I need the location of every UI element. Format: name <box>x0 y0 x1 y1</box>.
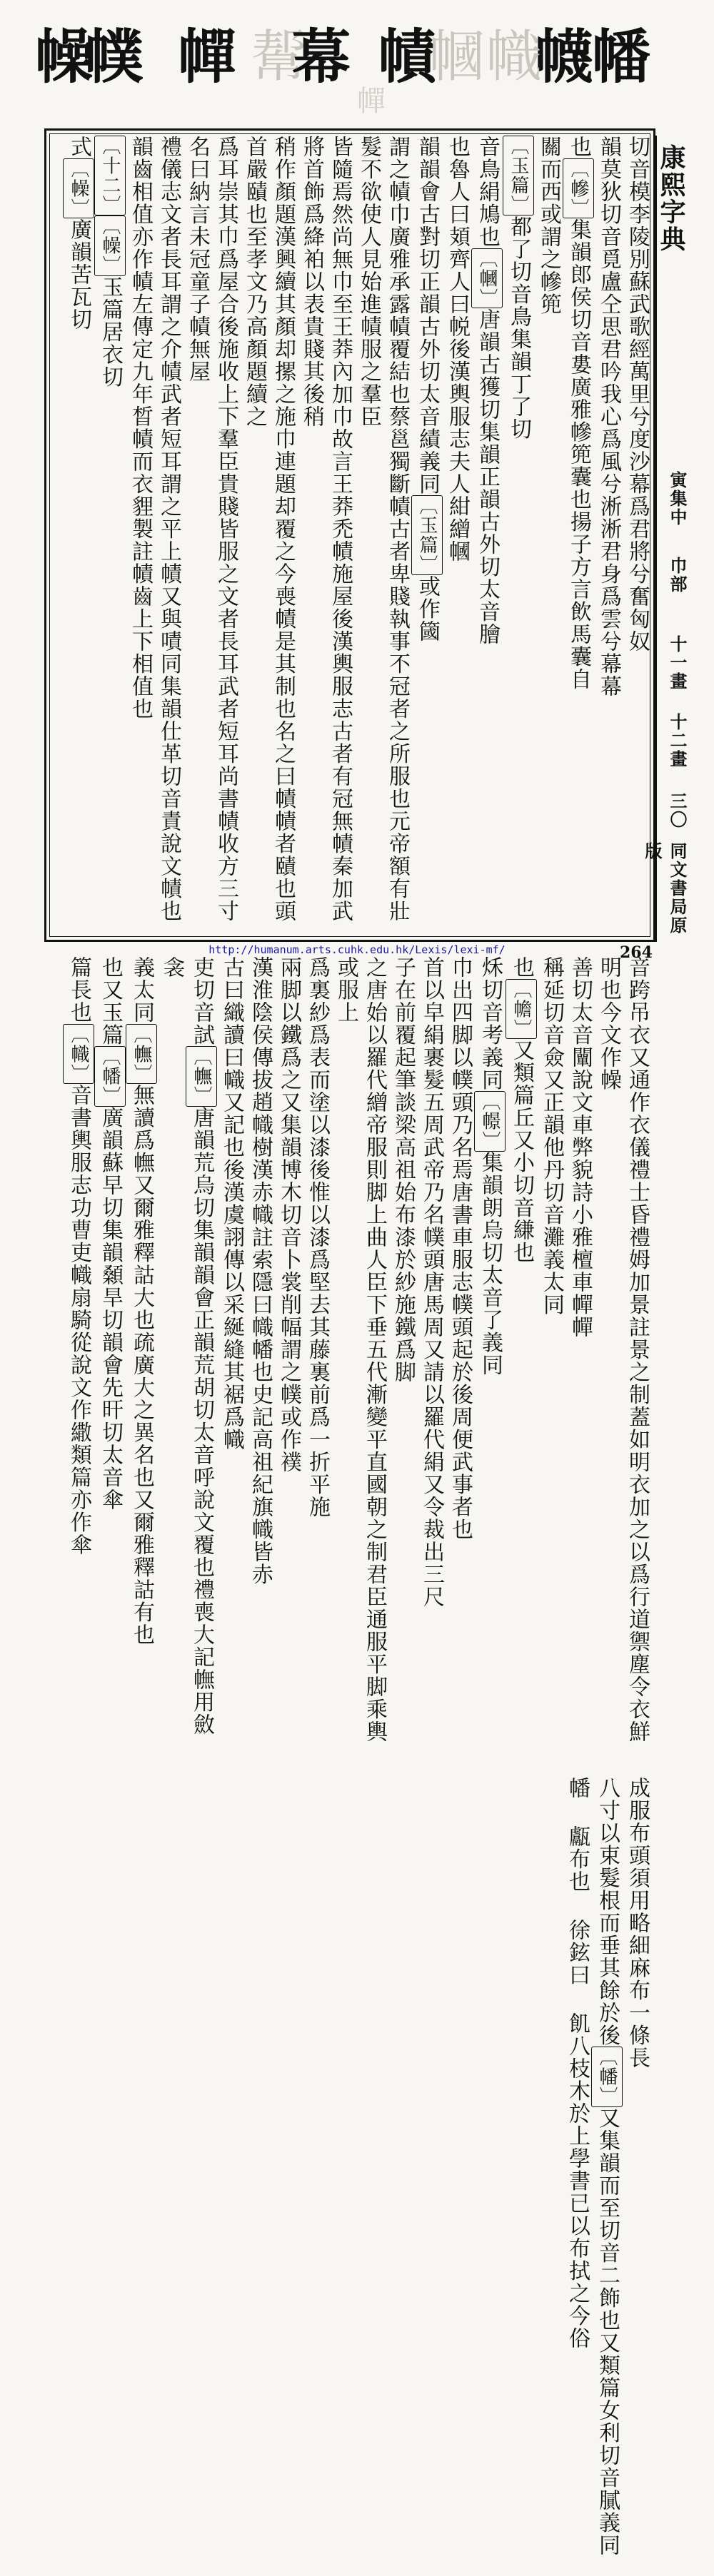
text-column: 禮儀志文者長耳謂之介幘武者短耳謂之平上幘又與嘖同集韻仕革切音責說文幘也 <box>156 136 181 923</box>
text-column: 也又玉篇〔幡〕廣韻蘇早切集韻顙旱切韻會先旰切太音傘 <box>94 956 126 1755</box>
text-column: 善切太音闡說文車弊貌詩小雅檀車幝幝 <box>568 956 593 1339</box>
source-tag: 〔幨〕 <box>506 979 537 1040</box>
source-tag: 〔玉篇〕 <box>503 136 534 215</box>
text-column: 古曰織讀曰幟又記也後漢虞詡傳以采綖縫其裾爲幟 <box>219 956 244 1451</box>
seal-glyph: 幭 <box>534 23 593 91</box>
source-tag: 〔幜〕 <box>474 1091 506 1152</box>
text-column: 篇長也〔幟〕音書輿服志功曹吏幟扇騎從說文作繖類篇亦作傘 <box>63 956 94 1755</box>
seal-script-header <box>36 21 657 93</box>
stroke-count-label: 十一畫 十二畫 <box>667 635 688 769</box>
text-column: 韻齒相值亦作幘左傳定九年晳幘而衣貍製註幘齒上下相值也 <box>128 136 153 720</box>
source-tag: 〔幓〕 <box>563 158 594 219</box>
text-column: 也魯人曰頍齊人曰帨後漢輿服志夫人紺繒幗 <box>445 136 470 563</box>
text-column: 皆隨焉然尚無巾至王莽內加巾故言王莽禿幘施屋後漢輿服志古者有冠無幘秦加武將首飾爲絳袙以表貴賤其後稍 <box>299 136 353 923</box>
text-column: 稱延切音僉又正韻他丹切音灘義太同 <box>539 956 564 1316</box>
source-tag: 〔幡〕 <box>591 2047 623 2107</box>
source-tag: 〔玉篇〕 <box>411 495 443 575</box>
text-column: 之唐始以羅代繒帝服則脚上曲人臣下垂五代漸變平直國朝之制君臣通服平脚乘輿或服上 <box>333 956 387 1743</box>
seal-glyph: 幚 <box>250 25 306 89</box>
seal-glyph: 幗 <box>428 25 485 89</box>
seal-glyph: 幘 <box>377 23 436 91</box>
text-column: 音跨吊衣又通作衣儀禮士昏禮姆加景註景之制蓋如明衣加之以爲行道禦塵令衣鮮明也今文作幧 <box>596 956 650 1743</box>
source-tag: 〔幧〕 <box>94 215 126 276</box>
running-head-column <box>642 136 693 942</box>
edition-label: 同文書局原版 <box>642 842 688 935</box>
source-tag: 〔幟〕 <box>63 1024 94 1085</box>
page-number: 264 <box>620 943 653 962</box>
text-column: 〔玉篇〕都了切音鳥集韻丁了切 <box>503 136 534 935</box>
text-column: 式〔幧〕廣韻苦瓦切 <box>63 136 94 935</box>
seal-glyph: 幞 <box>84 23 144 91</box>
leaf-number: 三〇 <box>667 792 688 829</box>
radical-label: 巾部 <box>667 557 688 594</box>
text-column: 子在前覆起筆談梁高祖始布漆於紗施鐵爲脚 <box>391 956 416 1384</box>
source-tag: 〔十二〕 <box>94 136 126 215</box>
faint-seal-mark: 幝 <box>357 85 386 118</box>
book-title: 康熙字典 <box>656 144 686 253</box>
seal-glyph: 幧 <box>34 23 94 91</box>
seal-glyph: 幕 <box>291 23 351 91</box>
source-tag: 〔幗〕 <box>471 248 503 309</box>
text-column: 音鳥絹鳩也〔幗〕唐韻古獲切集韻正韻古外切太音膾 <box>471 136 503 935</box>
text-column: 義太同〔幠〕無讀爲幠又爾雅釋詁大也疏廣大之異名也又爾雅釋詁有也 <box>126 956 157 1755</box>
text-column: 〔十二〕〔幧〕玉篇居衣切 <box>94 136 126 935</box>
text-column: 韻韻會古對切正韻古外切太音績義同〔玉篇〕或作簂 <box>411 136 443 935</box>
source-tag: 〔幧〕 <box>63 158 94 219</box>
text-column: 切音模李陵別蘇武歌經萬里兮度沙幕爲君將兮奮匈奴 <box>625 136 650 653</box>
source-tag: 〔幠〕 <box>186 1046 217 1107</box>
text-column: 爲耳崇其巾爲屋合後施收上下羣臣貴賤皆服之文者長耳武者短耳尚書幘收方三寸名曰納言未冠童子幘無屋 <box>185 136 238 923</box>
volume-label: 寅集中 <box>667 471 688 527</box>
source-tag: 〔幡〕 <box>94 1046 126 1107</box>
text-column: 韻莫狄切音覓盧仝思君吟我心爲風兮淅淅君身爲雲兮幕幕 <box>596 136 621 698</box>
text-column: 成服布頭須用略細麻布一條長 <box>625 1777 650 2069</box>
text-column: 八寸以束髮根而垂其餘於後〔幡〕又集韻而至切音二飾也又類篇女利切音膩義同 <box>591 1777 623 2576</box>
seal-glyph: 幝 <box>177 23 236 91</box>
text-column: 幡 甗布也 徐鉉曰 飢八枝木於上學書已以布拭之今俗 <box>565 1777 590 2350</box>
text-column: 關而西或謂之幓篼 <box>536 136 561 315</box>
text-column: 吏切音試〔幠〕唐韻荒烏切集韻韻會正韻荒胡切太音呼說文覆也禮喪大記幠用斂衾 <box>157 956 217 1755</box>
source-tag: 〔幠〕 <box>126 1024 157 1085</box>
text-column: 秌切音考義同〔幜〕集韻朗烏切太音了義同 <box>474 956 506 1755</box>
text-column: 也〔幨〕又類篇丘又小切音縑也 <box>506 956 537 1755</box>
text-column: 首以皁絹裹髮五周武帝乃名幞頭唐馬周又請以羅代絹又令裁出三尺 <box>419 956 444 1608</box>
seal-glyph: 幟 <box>486 25 542 89</box>
source-url-link[interactable]: http://humanum.arts.cuhk.edu.hk/Lexis/lexi-mf/ <box>208 943 506 956</box>
text-column: 兩脚以鐵爲之又集韻博木切音卜裳削幅謂之幞或作襆 <box>276 956 301 1474</box>
text-column: 爲裏紗爲表而塗以漆後惟以漆爲堅去其藤裏前爲一折平施 <box>305 956 330 1518</box>
text-column: 巾出四脚以幞頭乃名焉唐書車服志幞頭起於後周便武事者也 <box>448 956 473 1541</box>
text-column: 稍作顏題漢興續其顏却摞之施巾連題却覆之今喪幘是其制也名之曰幘幘者賾也頭首嚴賾也至孝文乃高顏題續之 <box>242 136 296 923</box>
text-column: 也〔幓〕集韻郎侯切音婁廣雅幓篼囊也揚子方言飲馬囊自 <box>563 136 594 935</box>
seal-glyph: 幡 <box>591 23 650 91</box>
text-column: 漢淮陰侯傳拔趙幟樹漢赤幟註索隱曰幟幡也史記高祖紀旗幟皆赤 <box>248 956 273 1586</box>
text-column: 謂之幘巾廣雅承露幘覆結也蔡邕獨斷幘古者卑賤執事不冠者之所服也元帝額有壯髮不欲使人見始進幘服之羣臣 <box>356 136 410 923</box>
